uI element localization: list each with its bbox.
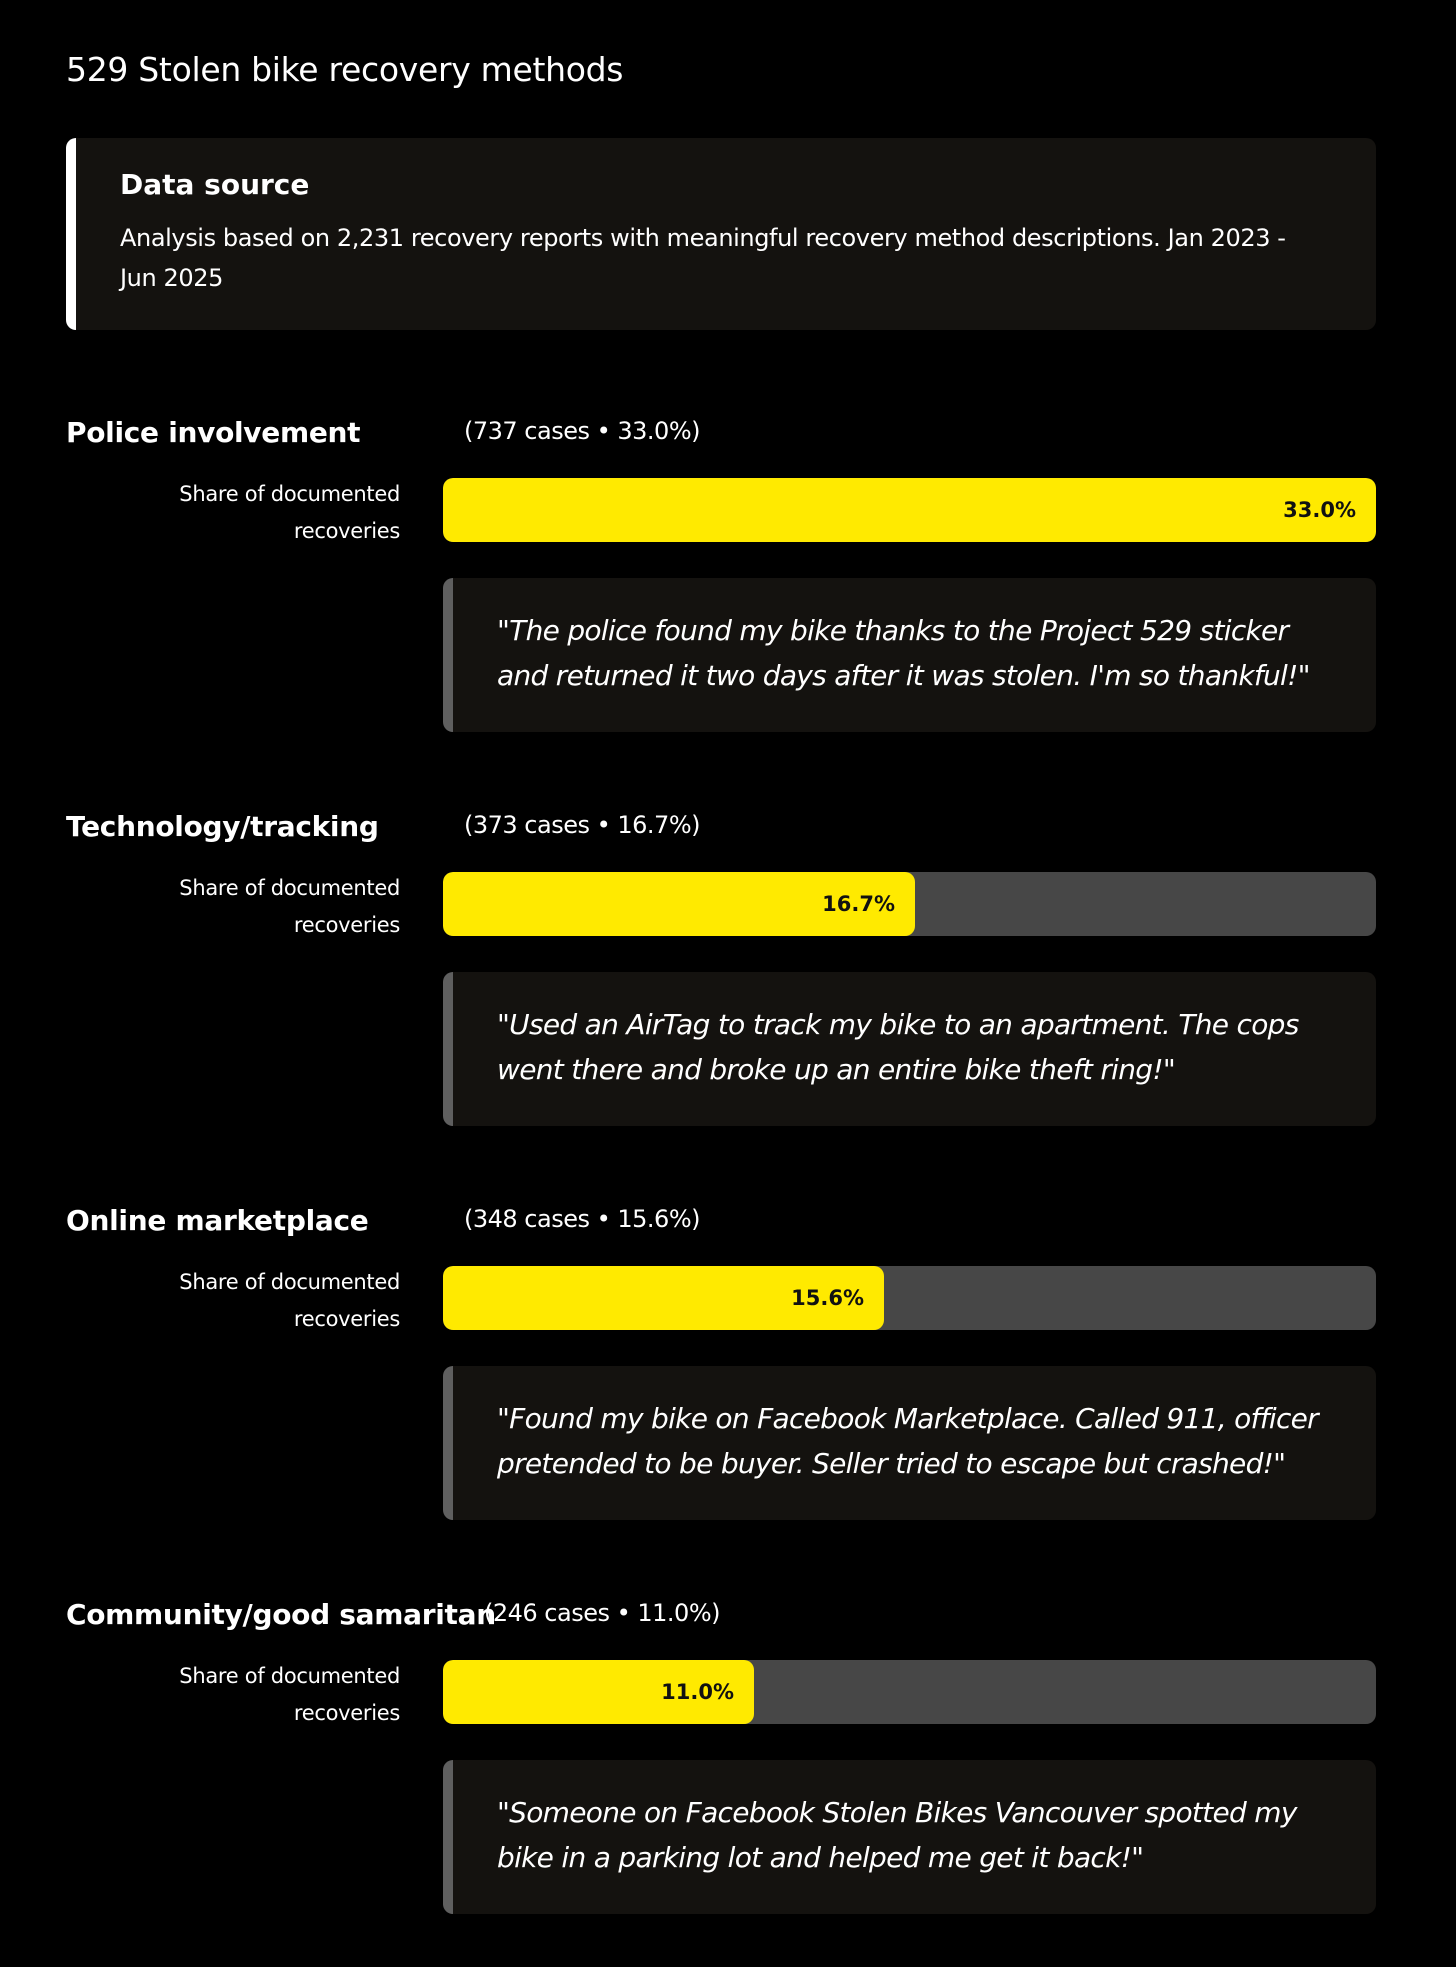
data-source-panel [66, 138, 1376, 330]
method-name: Technology/tracking [66, 810, 379, 843]
testimonial-quote [443, 972, 1376, 1126]
bar-value-label: 33.0% [1283, 498, 1356, 522]
bar-axis-label: Share of documented recoveries [179, 876, 400, 937]
quote-text: "The police found my bike thanks to the Project 529 sticker and returned it two days after it was stolen. I'm so thankful!" [497, 614, 1310, 692]
method-name: Community/good samaritan [66, 1598, 496, 1631]
bar-track [443, 1660, 1376, 1724]
method-section-technology [0, 810, 1456, 1150]
method-section-online-marketplace [0, 1204, 1456, 1544]
method-section-police [0, 416, 1456, 756]
bar-track [443, 478, 1376, 542]
bar-value-label: 11.0% [661, 1680, 734, 1704]
bar-axis-label: Share of documented recoveries [179, 482, 400, 543]
method-name: Online marketplace [66, 1204, 369, 1237]
bar-value-label: 15.6% [791, 1286, 864, 1310]
method-case-count: (246 cases • 11.0%) [484, 1599, 720, 1627]
method-name: Police involvement [66, 416, 361, 449]
bar-axis-label: Share of documented recoveries [179, 1664, 400, 1725]
method-case-count: (737 cases • 33.0%) [464, 417, 700, 445]
testimonial-quote [443, 1760, 1376, 1914]
data-source-text: Analysis based on 2,231 recovery reports with meaningful recovery method descriptions. Jan 2023 - Jun 2025 [120, 224, 1286, 292]
bar-track [443, 872, 1376, 936]
quote-text: "Someone on Facebook Stolen Bikes Vancouver spotted my bike in a parking lot and helped me get it back!" [497, 1796, 1297, 1874]
method-case-count: (373 cases • 16.7%) [464, 811, 700, 839]
quote-text: "Used an AirTag to track my bike to an apartment. The cops went there and broke up an entire bike theft ring!" [497, 1008, 1299, 1086]
quote-text: "Found my bike on Facebook Marketplace. Called 911, officer pretended to be buyer. Seller tried to escape but crashed!" [497, 1402, 1318, 1480]
method-section-community [0, 1598, 1456, 1938]
bar-fill [443, 1660, 754, 1724]
bar-fill [443, 478, 1376, 542]
testimonial-quote [443, 578, 1376, 732]
bar-value-label: 16.7% [822, 892, 895, 916]
bar-fill [443, 872, 915, 936]
data-source-heading: Data source [120, 168, 310, 201]
testimonial-quote [443, 1366, 1376, 1520]
method-case-count: (348 cases • 15.6%) [464, 1205, 700, 1233]
bar-fill [443, 1266, 884, 1330]
bar-axis-label: Share of documented recoveries [179, 1270, 400, 1331]
bar-track [443, 1266, 1376, 1330]
page-title: 529 Stolen bike recovery methods [66, 50, 624, 89]
